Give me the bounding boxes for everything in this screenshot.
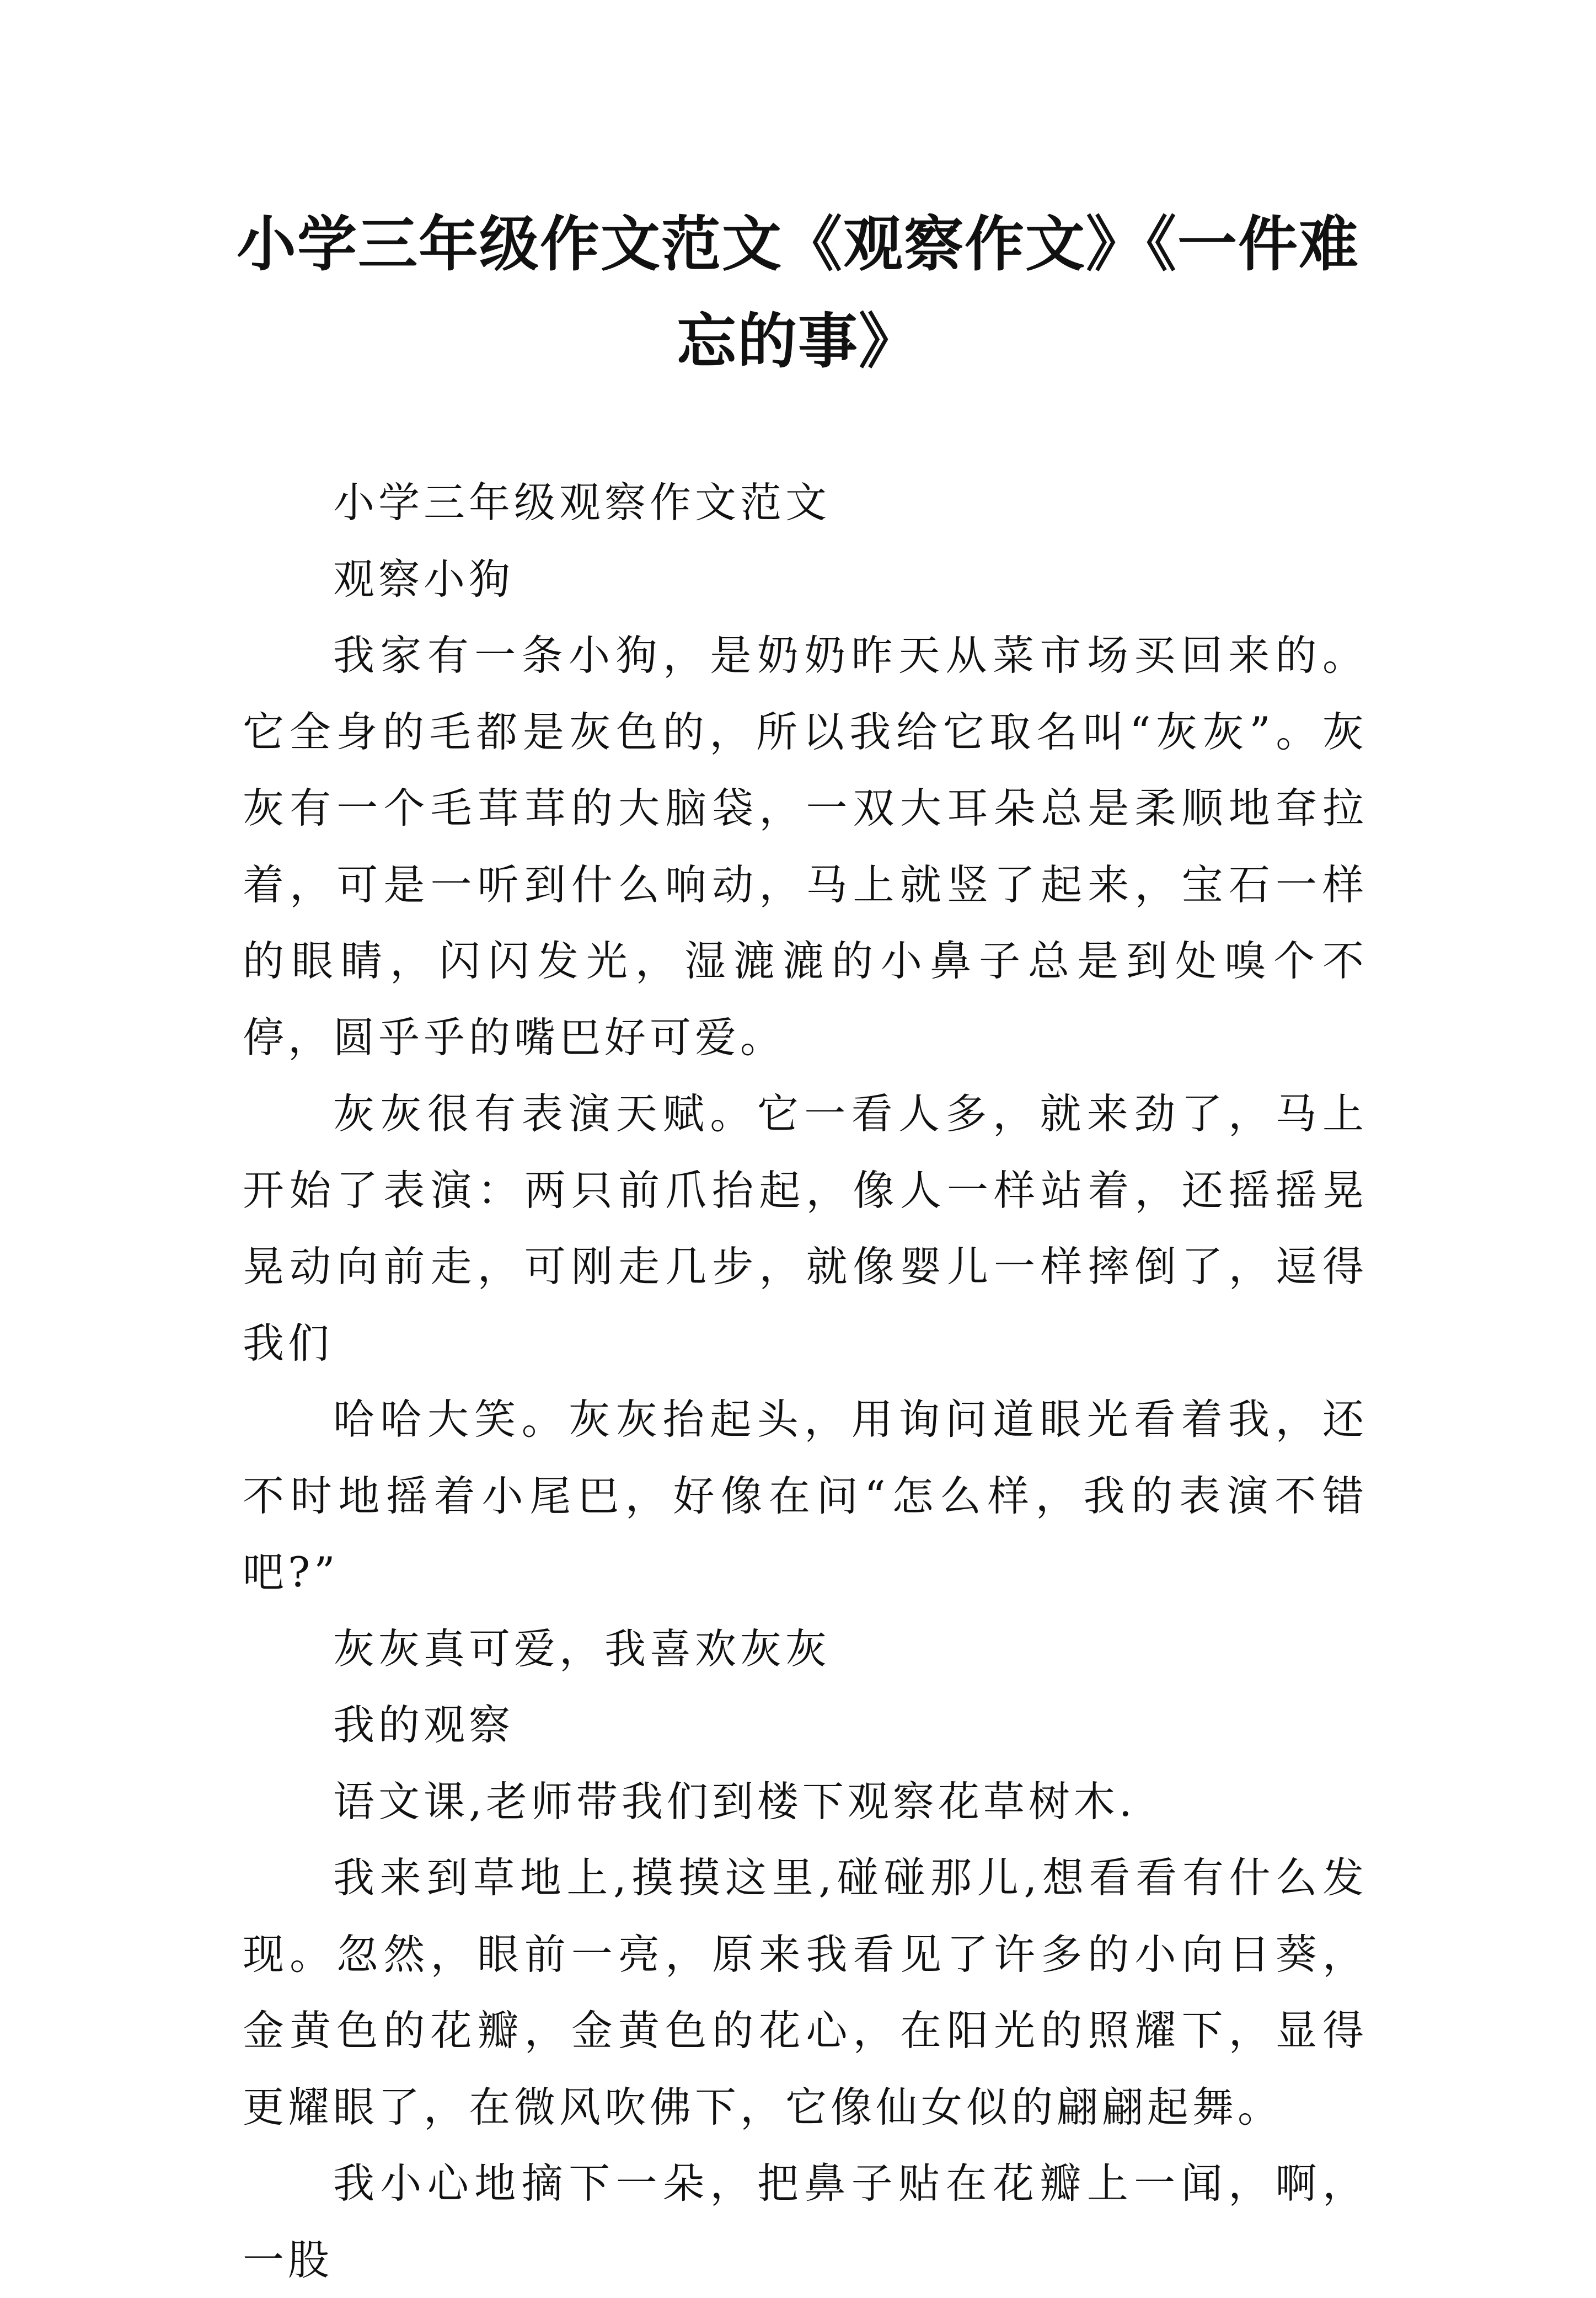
document-body [243, 464, 1368, 2298]
paragraph: 灰灰真可爱，我喜欢灰灰 [333, 1624, 831, 1673]
paragraph-subtitle: 小学三年级观察作文范文 [333, 478, 831, 527]
paragraph: 我小心地摘下一朵，把鼻子贴在花瓣上一闻，啊，一股 [243, 2159, 1368, 2284]
title-line-2: 忘的事》 [676, 307, 919, 376]
paragraph: 灰灰很有表演天赋。它一看人多，就来劲了，马上开始了表演：两只前爪抬起，像人一样站着，还摇摇晃晃动向前走，可刚走几步，就像婴儿一样摔倒了，逗得我们 [243, 1089, 1368, 1367]
title-line-1: 小学三年级作文范文《观察作文》《一件难 [236, 210, 1359, 279]
paragraph: 语文课,老师带我们到楼下观察花草树木. [333, 1777, 1136, 1826]
paragraph: 我家有一条小狗，是奶奶昨天从菜市场买回来的。它全身的毛都是灰色的，所以我给它取名叫“灰灰”。灰灰有一个毛茸茸的大脑袋，一双大耳朵总是柔顺地耷拉着，可是一听到什么响动，马上就竖了起来，宝石一样的眼睛，闪闪发光，湿漉漉的小鼻子总是到处嗅个不停，圆乎乎的嘴巴好可爱。 [243, 631, 1368, 1062]
paragraph: 哈哈大笑。灰灰抬起头，用询问道眼光看着我，还不时地摇着小尾巴，好像在问“怎么样，我的表演不错吧?” [243, 1395, 1368, 1596]
paragraph: 我来到草地上,摸摸这里,碰碰那儿,想看看有什么发现。忽然，眼前一亮，原来我看见了许多的小向日葵，金黄色的花瓣，金黄色的花心，在阳光的照耀下，显得更耀眼了，在微风吹佛下，它像仙女似的翩翩起舞。 [243, 1853, 1368, 2131]
document-title [210, 196, 1386, 390]
paragraph-heading-observation: 我的观察 [333, 1701, 515, 1749]
paragraph-heading-dog: 观察小狗 [333, 554, 515, 603]
